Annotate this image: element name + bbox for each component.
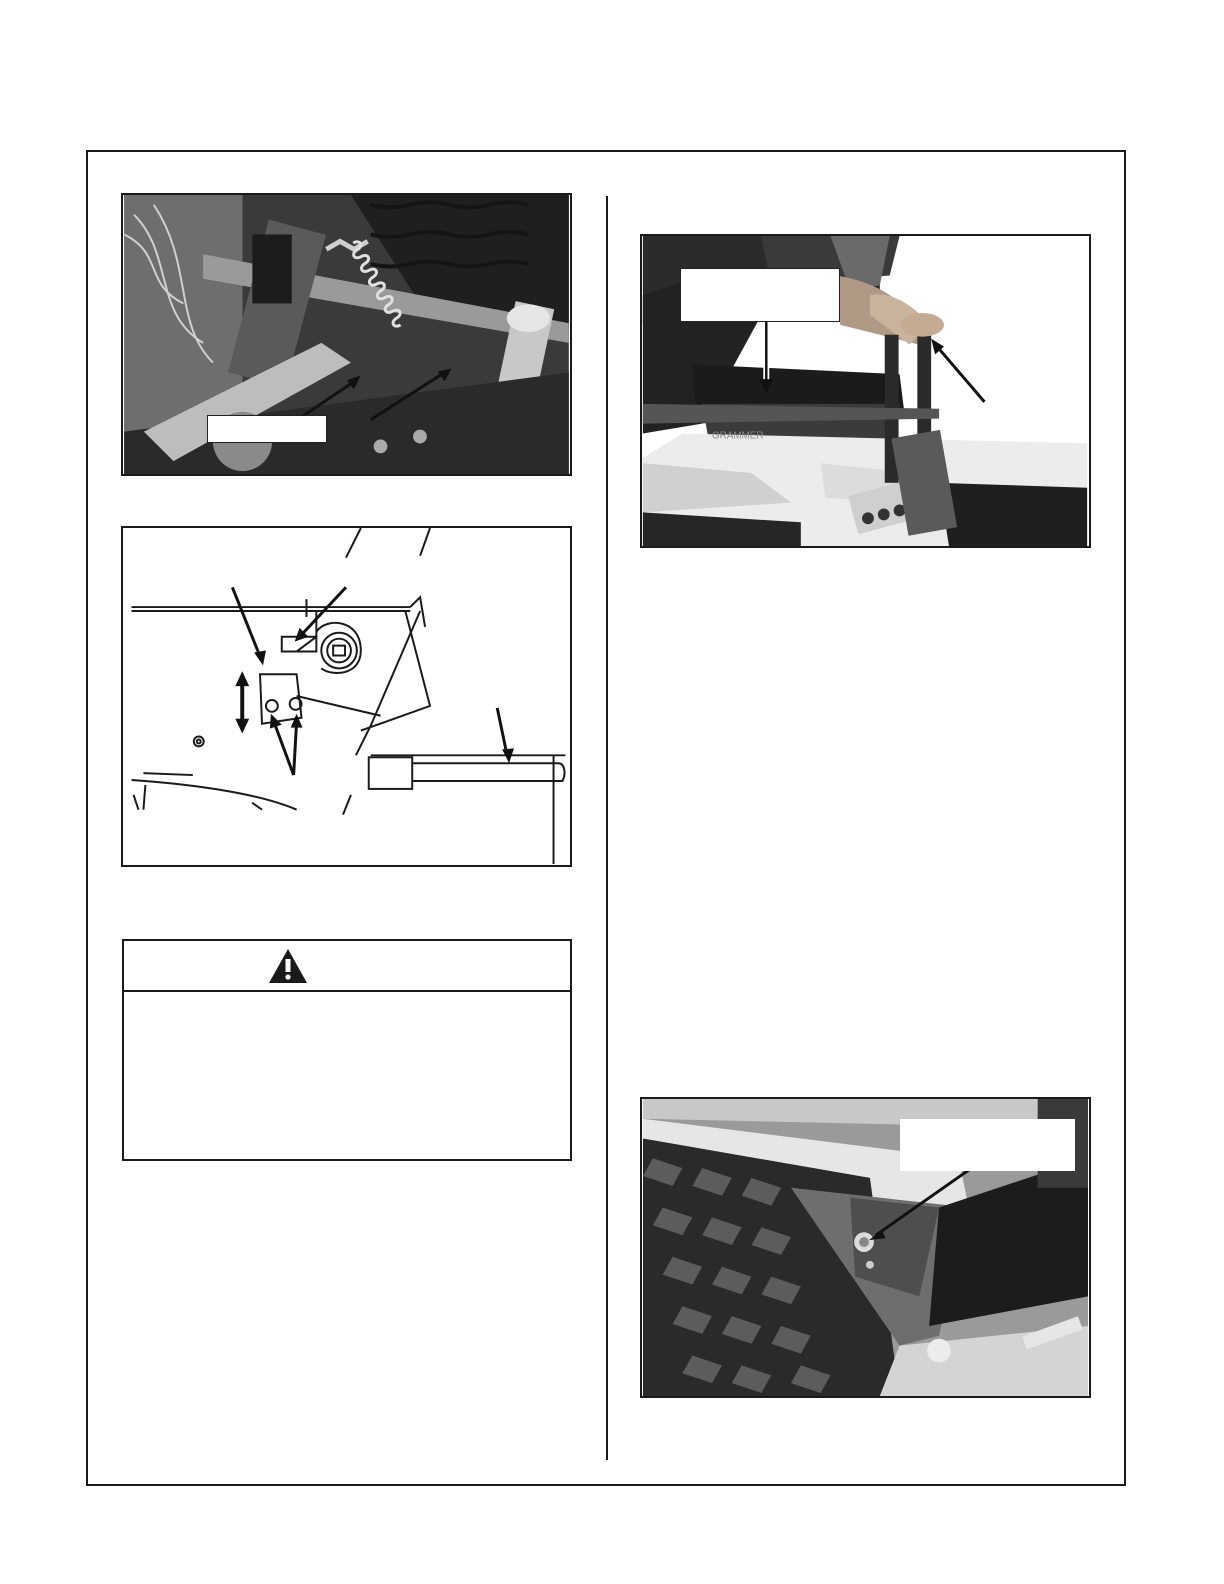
spring-linkage-photo [121,193,572,476]
warning-box [122,939,572,1161]
warning-triangle-icon [268,948,308,984]
column-divider [606,196,608,1460]
brake-switch-diagram [121,526,572,867]
figure-callout-label [680,268,840,322]
seat-brand-text: GRAMMER [711,430,764,442]
wheel-pivot-photo [640,1097,1091,1398]
figure-callout-label [900,1119,1075,1171]
spring-linkage-illustration [123,195,570,474]
seat-and-lever-photo [640,234,1091,548]
figure-callout-label [207,415,327,443]
warning-header [124,941,570,992]
brake-switch-line-art [123,528,570,865]
